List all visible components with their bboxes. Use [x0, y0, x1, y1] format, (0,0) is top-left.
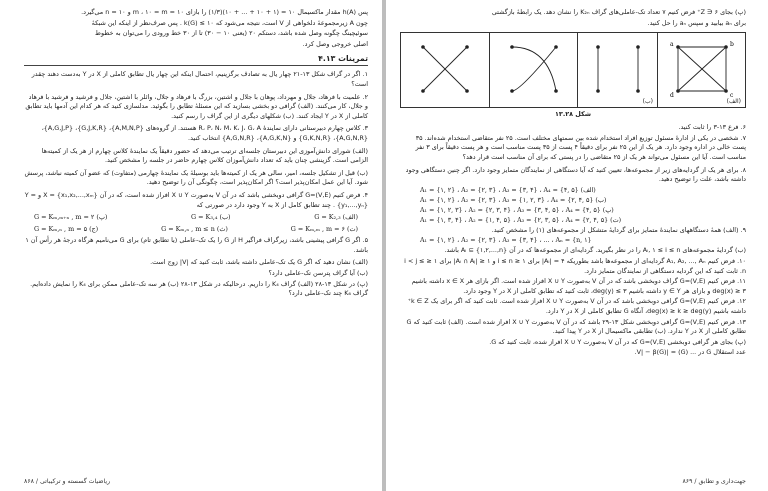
right-page	[386, 0, 768, 491]
exercise-3: ۳. کلاس چهارم دبیرستانی دارای نمایندهٔ R، P، N، M، K، J، G، A هستند. از گروه‌های {A,M,N,P}، {G,J,K,R}، {A,G,J,P}، {A,G,N,R}، {G,K,N,R} و {A,G,K,N}، {A,G,N,R} انتخاب کنید.	[41, 124, 368, 142]
vertex-a-label: a	[670, 41, 674, 49]
exercise-5a: (الف) نشان دهید که اگر G یک تک-عاملی داشته باشد، ثابت کنید که |V| زوج است.	[150, 258, 368, 267]
exercise-8: ۸. برای هر یک از گردایه‌های زیر از مجموعه‌ها، تعیین کنید که آیا دستگاهی از نمایندگان متمایز وجود دارد. اگر چنین دستگاهی وجود داشته باشد، علت را توضیح دهید.	[405, 165, 746, 184]
section-title: تمرینات ۴.۱۳	[24, 54, 368, 66]
options-row-1	[34, 213, 358, 223]
option: (ب) G = K₃,₄	[191, 213, 231, 222]
exercise-5c: (پ) در شکل ۱۳-۲۸ (الف) گراف K₄ را داریم. درحالیکه در شکل ۱۳-۲۸ (ب) هر سه تک-عاملی ممکن برای K₄ را نمایش داده‌ایم. گراف K₆ چند تک-عاملی دارد؟	[30, 279, 368, 298]
exercise-3a: (الف) شورای دانش‌آموزی این دبیرستان جلسه‌ای ترتیب می‌دهد که حضور دقیقاً یک نمایندهٔ کلاس چهارم از هر یک از کمیته‌ها الزامی است. گزینشی چنان باید که تعداد دانش‌آموزان کلاس چهارم حاضر در جلسه را مشخص کنید.	[41, 146, 368, 165]
exercise-11: ۱۱. فرض کنیم (V,E)=G گراف دوبخشی باشد که در آن V به‌صورت X ∪ Y افراز شده است. اگر بازای هر x ∈ X داشته باشیم deg(x) ≥ ۳ و بازای هر y ∈ Y داشته باشیم deg(y) ≤ ۳، ثابت کنید که تطابق کاملی از X در Y وجود دارد.	[411, 277, 746, 295]
right-footer: جهت‌داری و تطابق / ۸۶۹	[682, 478, 746, 485]
exercise-13d: عدد استقلال G در ... (G) = |V| − β(G).	[634, 348, 746, 357]
left-intro-line: چون A زیرمجموعهٔ دلخواهی از V است، نتیجه می‌شود که ۱۰ ≥ (G)k . پس صرف‌نظر از اینکه این شبکهٔ	[91, 18, 368, 27]
exercise-6: ۶. فرع ۱۳-۳ را ثابت کنید.	[678, 123, 746, 132]
k4-panel	[657, 33, 745, 107]
right-exercises-2	[400, 226, 746, 236]
right-intro-line: (پ) بجای ۶ ∈ Z⁺ فرض کنیم ۷ تعداد تک-عاملی‌های گراف K₂ₙ را نشان دهد. یک رابطهٔ بازگشتی	[491, 8, 746, 16]
set-collection-b: A₁ = {۱, ۲} ، A₂ = {۲, ۳} ، A₃ = {۳, ۴} ، ... ، Aₙ = {n, ۱}	[420, 237, 592, 245]
left-intro-line: سوئیچینگ چگونه وصل شده باشد، دستکم ۲۰ (یعنی ۱۰ − ۳۰) تا از ۳۰ خط ورودی را می‌توان به خطوط	[95, 29, 368, 38]
panel-label-b: (ب)	[642, 98, 653, 106]
exercise-1: ۱. اگر در گراف شکل ۱۳-۲۱ چهار یال به تصادف برگزینیم، احتمال اینکه این چهار یال تطابق کاملی از X در Y به‌دست دهند چقدر است؟	[31, 70, 368, 88]
left-exercises-2	[24, 236, 368, 299]
set-line: A₁ = {۱, ۲} ، A₂ = {۲, ۳} ، A₃ = {۳, ۴} ، A₄ = {۴, ۵} (الف)	[420, 186, 596, 194]
k4-graphic	[658, 33, 746, 107]
left-intro-line: پس (A)h مقدار ماکسیمال ۱۰ = (۱ + ۱۰ + ... + ۱۰)(۱/۳) را بازای ۱۰ = m ، ۱۰ = m و ۱۰ = n می‌گیرد.	[81, 8, 368, 16]
set-line: A₁ = {۱, ۲} ، A₂ = {۲, ۳} ، A₃ = {۱, ۲, ۳} ، A₄ = {۲, ۴, ۵} (ب)	[420, 196, 607, 204]
option: (ت) G = Kₘ,ₘ , m = ۶	[290, 224, 358, 233]
matching-panel-2	[489, 33, 577, 107]
vertex-b-label: b	[730, 41, 734, 49]
matching-3-graphic	[578, 33, 658, 107]
left-page	[0, 0, 382, 491]
right-intro-line: برای aₙ بیابید و سپس aₙ را حل کنید.	[647, 18, 746, 27]
left-footer: ۸۶۸ / ریاضیات گسسته و ترکیباتی	[24, 478, 111, 485]
option: (الف) G = K₂,₃	[314, 213, 358, 222]
panel-label-a: (الف)	[726, 98, 741, 106]
exercise-5b: (ب) آیا گراف پترسن تک-عاملی دارد؟	[268, 269, 368, 278]
set-line: A₁ = {۱, ۲, ۳} ، A₂ = {۲, ۳, ۴} ، A₃ = {۳, ۴, ۵} ، A₄ = {۴, ۵} (پ)	[420, 206, 614, 214]
vertex-d-label: d	[670, 92, 674, 100]
vertex-c-label: c	[730, 92, 734, 100]
matching-2-graphic	[490, 33, 578, 107]
right-exercises	[400, 123, 746, 185]
option: (ج) G = Kₘ,ₙ , m = ۵	[34, 224, 99, 233]
left-intro	[24, 8, 368, 49]
right-intro	[400, 8, 746, 28]
set-collection-a	[400, 186, 746, 225]
matching-1-graphic	[401, 33, 489, 107]
option: (ث) G = Kₘ,ₙ , m ≤ n	[161, 224, 228, 233]
exercise-9b: (ب) گردایهٔ مجموعه‌های Aᵢ, ۱ ≤ i ≤ n را در نظر بگیرید. گردایه‌ای از مجموعه‌ها که در آن Aᵢ ⊆ {۱,۲,...,n} باشد.	[444, 246, 746, 255]
exercise-9a: ۹. (الف) همهٔ دستگاههای نمایندهٔ متمایز برای گردایهٔ متشکل از مجموعه‌های (۱) را مشخص کنید.	[491, 225, 746, 234]
matching-panel-3	[577, 33, 657, 107]
exercise-7: ۷. شخصی در یکی از ادارهٔ مسئول توزیع افراد استخدام شده بین سمتهای مختلف است. ۲۵ نفر متقاضی استخدام شده‌اند. ۳۵ پست خالی در اداره وجود دارد. هر یک از این ۲۵ نفر برای دقیقاً ۴ پست از ۳۵ پست مناسب است و هر پست دقیقاً برای ۳ نفر مناسب است. آیا این مسئول می‌تواند هر یک از ۲۵ متقاضی را در پستی که برای آن مناسب است قرار دهد؟	[415, 133, 746, 161]
matching-panel-1	[401, 33, 489, 107]
set-line: A₁ = {۱, ۳, ۴} ، A₂ = {۱, ۴, ۵} ، A₃ = {۲, ۳, ۵} ، A₄ = {۲, ۴, ۵} (ت)	[420, 216, 622, 224]
right-exercises-3	[400, 246, 746, 358]
exercise-13: ۱۳. فرض کنیم (V,E)=G گرافی دوبخشی شکل ۱۳-۲۹ باشد که در آن V به‌صورت X ∪ Y افراز شده است. (الف) ثابت کنید که G تطابق کاملی از X در Y ندارد. (ب) تطابقی ماکسیمال از X در Y پیدا کنید.	[406, 317, 746, 336]
exercise-10: ۱۰. فرض کنیم A₁, A₂, ..., Aₙ گردایه‌ای از مجموعه‌ها باشد بطوریکه ۴ = |Aᵢ| برای ۱ ≤ i ≤ n و ۱ ≤ |Aᵢ ∩ Aⱼ| برای ۱ ≤ i < j ≤ n. ثابت کنید که این گردایه دستگاهی از نمایندگان متمایز دارد.	[404, 256, 746, 275]
exercise-3b: (ب) قبل از تشکیل جلسه، امیر، سالی هر یک از کمیته‌ها باید بوسیلهٔ یک نمایندهٔ چهارمی (متفاوت) که عضو آن کمیته نباشد، پرسش شود. آیا این عمل امکان‌پذیر است؟ اگر امکان‌پذیر است، چگونگی آن را توضیح دهید.	[24, 168, 368, 187]
exercise-12: ۱۲. فرض کنیم (V,E)=G گرافی دوبخشی باشد که در آن V به‌صورت X ∪ Y افراز شده است. ثابت کنید که اگر برای یک k ∈ Z⁺ داشته باشیم deg(x) ≥ k ≥ deg(y)، آنگاه G تطابق کاملی از X در Y دارد.	[407, 297, 746, 315]
exercise-5: ۵. اگر G گرافی پیشینی باشد، زیرگراف فراگیر H از G را یک تک-عاملی (یا تطابق تام) برای G می‌نامیم هرگاه درجهٔ هر رأس آن ۱ باشد.	[25, 236, 368, 254]
exercise-2: ۲. علمیت با فرهاد، جلال و مهرداد، پوهان با جلال و اشتین، بزرگ با فرهاد و جلال، وائلر با اشتین، جلال و فرشید و فرشید با فرهاد و جلال، کار می‌کنند. (الف) گرافی دو بخشی بسازید که این مسئلهٔ تطابق را بگوئید. مدلسازی کنید که هر کدام این آدمها باید تطابق کاملی از X در Y ایجاد کنند. (ب) شکلهای دیگری از این گراف را رسم کنید.	[25, 92, 368, 120]
exercise-13c: (پ) بجای هر گرافی دوبخشی (V,E)=G که در آن V به‌صورت X ∪ Y افراز شده، ثابت کنید که G.	[489, 337, 746, 346]
figure-13-28	[400, 32, 746, 108]
left-exercises	[24, 70, 368, 210]
options-row-2	[34, 225, 358, 235]
option: (پ) G = Kₘ,ₘ₊ₙ , m = ۲	[34, 213, 108, 222]
left-intro-line: اصلی خروجی وصل کرد.	[302, 39, 368, 48]
exercise-4: ۴. فرض کنیم (V,E)=G گرافی دوبخشی باشد که در آن V به‌صورت X ∪ Y افراز شده است، که در آن X = {x₁,x₂,...,xₘ} و Y = {y₁,...,yₙ} . چند تطابق کامل از X به Y وجود دارد در صورتی که	[24, 190, 368, 209]
figure-caption: شکل ۱۳.۲۸	[555, 110, 591, 119]
